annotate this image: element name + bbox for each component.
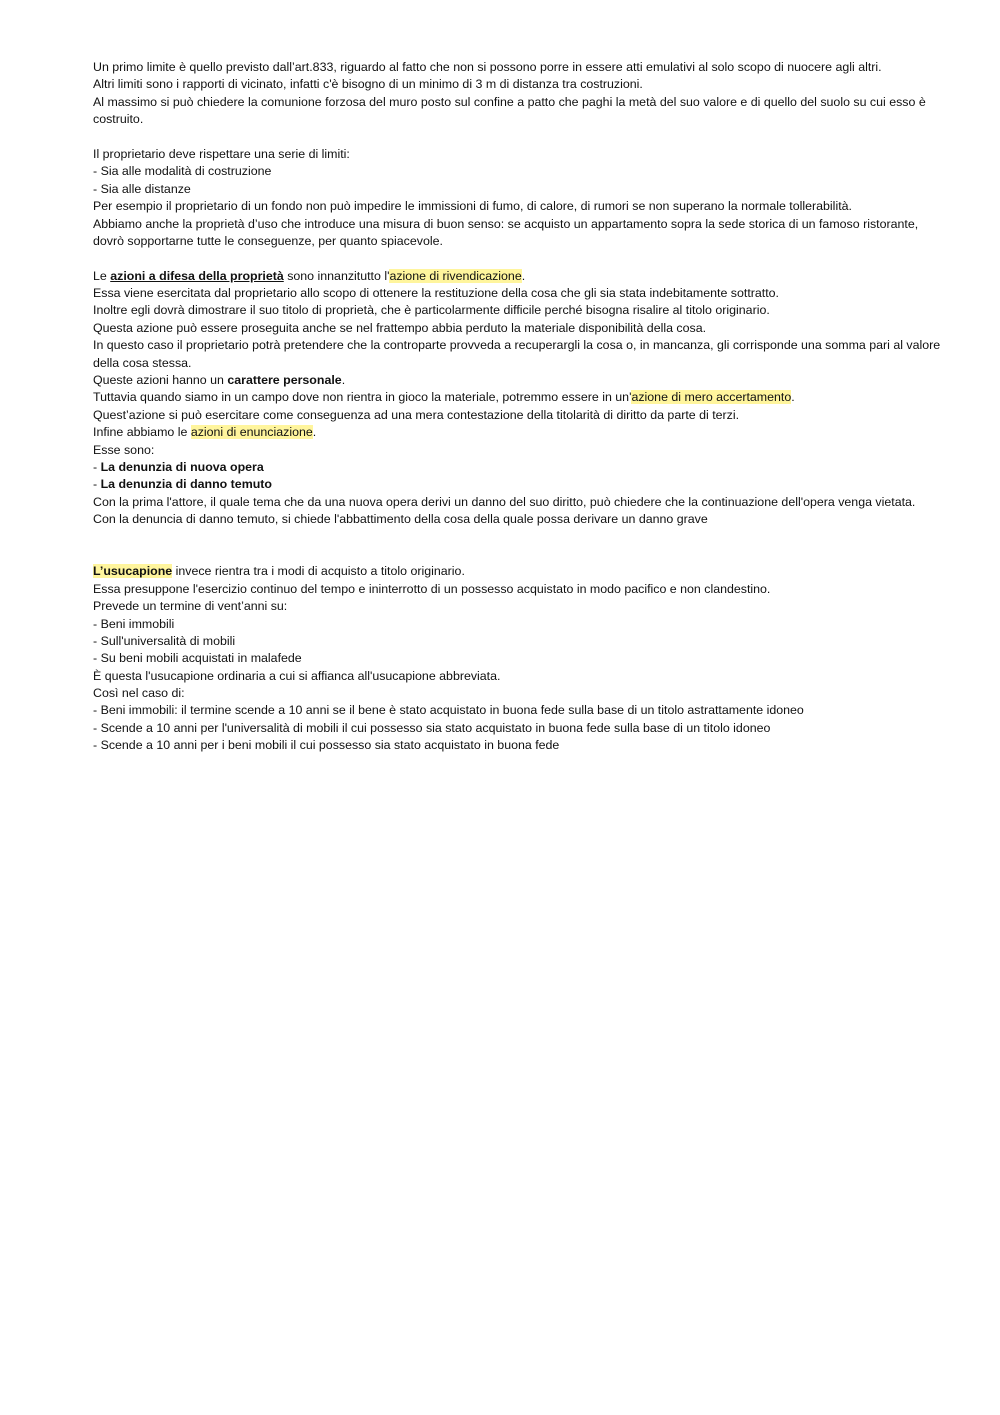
text-line: Questa azione può essere proseguita anche se nel frattempo abbia perduto la materiale disponibilità della cosa. — [93, 320, 707, 335]
text-line: Esse sono: — [93, 442, 155, 457]
text-line: Essa viene esercitata dal proprietario allo scopo di ottenere la restituzione della cosa che gli sia stata indebitamente sottratto. — [93, 286, 780, 301]
text-line: Con la prima l'attore, il quale tema che da una nuova opera derivi un danno del suo diritto, può chiedere che la continuazione dell'opera venga vietata. — [93, 494, 916, 509]
highlight-enunciazione: azioni di enunciazione — [190, 425, 313, 440]
text-span: . — [521, 268, 526, 283]
personal-character-term: carattere personale — [227, 373, 342, 388]
text-line — [93, 372, 993, 389]
text-line: Prevede un termine di vent’anni su: — [93, 599, 288, 614]
text-span: Infine abbiamo le — [93, 425, 191, 440]
text-span: . — [791, 390, 795, 405]
text-line — [93, 563, 993, 580]
text-line: Abbiamo anche la proprietà d’uso che introduce una misura di buon senso: se acquisto un appartamento sopra la sede storica di un famoso ristorante, — [93, 216, 919, 231]
text-span: . — [341, 373, 346, 388]
text-line — [93, 424, 993, 441]
defense-actions-term: azioni a difesa della proprietà — [110, 268, 284, 283]
list-item: - Beni immobili: il termine scende a 10 anni se il bene è stato acquistato in buona fede sulla base di un titolo astrattamente idoneo — [93, 703, 804, 718]
section-limits-intro — [93, 59, 993, 129]
text-line — [93, 268, 993, 285]
text-line: In questo caso il proprietario potrà pretendere che la controparte provveda a recuperargli la cosa o, in mancanza, gli corrisponde una somma pari al valore — [93, 338, 941, 353]
section-defense-actions — [93, 268, 993, 529]
text-line: costruito. — [93, 112, 144, 127]
text-span: Queste azioni hanno un — [93, 373, 228, 388]
text-span: - — [93, 477, 101, 492]
text-line: Così nel caso di: — [93, 686, 185, 701]
list-item: - Scende a 10 anni per i beni mobili il cui possesso sia stato acquistato in buona fede — [93, 738, 560, 753]
list-item — [93, 459, 993, 476]
danno-temuto-term: La denunzia di danno temuto — [100, 477, 272, 492]
list-item: - Sull'universalità di mobili — [93, 633, 236, 648]
list-item: - Su beni mobili acquistati in malafede — [93, 651, 302, 666]
text-span: Le — [93, 268, 111, 283]
text-span: invece rientra tra i modi di acquisto a titolo originario. — [172, 564, 465, 579]
highlight-rivendicazione: azione di rivendicazione — [389, 268, 522, 283]
paragraph-gap — [93, 250, 993, 267]
list-item: - Sia alle distanze — [93, 181, 191, 196]
text-line: Altri limiti sono i rapporti di vicinato, infatti c'è bisogno di un minimo di 3 m di distanza tra costruzioni. — [93, 77, 643, 92]
section-owner-limits — [93, 146, 993, 250]
text-line: Essa presuppone l'esercizio continuo del tempo e ininterrotto di un possesso acquistato in modo pacifico e non clandestino. — [93, 581, 771, 596]
highlight-accertamento: azione di mero accertamento — [631, 390, 792, 405]
text-line: Al massimo si può chiedere la comunione forzosa del muro posto sul confine a patto che paghi la metà del suo valore e di quello del suolo su cui esso è — [93, 94, 926, 109]
text-line: della cosa stessa. — [93, 355, 192, 370]
text-line: Quest’azione si può esercitare come conseguenza ad una mera contestazione della titolarità di diritto da parte di terzi. — [93, 407, 740, 422]
text-line — [93, 389, 993, 406]
text-line: Inoltre egli dovrà dimostrare il suo titolo di proprietà, che è particolarmente difficile perché bisogna risalire al titolo originario. — [93, 303, 770, 318]
paragraph-gap — [93, 129, 993, 146]
text-line: dovrò sopportarne tutte le conseguenze, per quanto spiacevole. — [93, 233, 443, 248]
paragraph-gap — [93, 529, 993, 564]
list-item: - Beni immobili — [93, 616, 175, 631]
text-span: . — [312, 425, 317, 440]
list-item — [93, 476, 993, 493]
text-line: Un primo limite è quello previsto dall’art.833, riguardo al fatto che non si possono porre in essere atti emulativi al solo scopo di nuocere agli altri. — [93, 60, 882, 74]
text-span: sono innanzitutto l' — [283, 268, 390, 283]
document-page — [93, 59, 993, 755]
list-item: - Scende a 10 anni per l'universalità di mobili il cui possesso sia stato acquistato in buona fede sulla base di un titolo idoneo — [93, 720, 771, 735]
list-item: - Sia alle modalità di costruzione — [93, 164, 272, 179]
section-usucapione — [93, 563, 993, 754]
text-line: Il proprietario deve rispettare una serie di limiti: — [93, 146, 350, 161]
text-line: È questa l'usucapione ordinaria a cui si affianca all'usucapione abbreviata. — [93, 668, 501, 683]
nuova-opera-term: La denunzia di nuova opera — [100, 459, 264, 474]
text-line: Con la denuncia di danno temuto, si chiede l'abbattimento della cosa della quale possa derivare un danno grave — [93, 512, 708, 527]
text-span: - — [93, 459, 101, 474]
highlight-usucapione: L’usucapione — [93, 564, 173, 579]
text-line: Per esempio il proprietario di un fondo non può impedire le immissioni di fumo, di calore, di rumori se non superano la normale tollerabilità. — [93, 199, 852, 214]
text-span: Tuttavia quando siamo in un campo dove non rientra in gioco la materiale, potremmo essere in un' — [93, 390, 632, 405]
